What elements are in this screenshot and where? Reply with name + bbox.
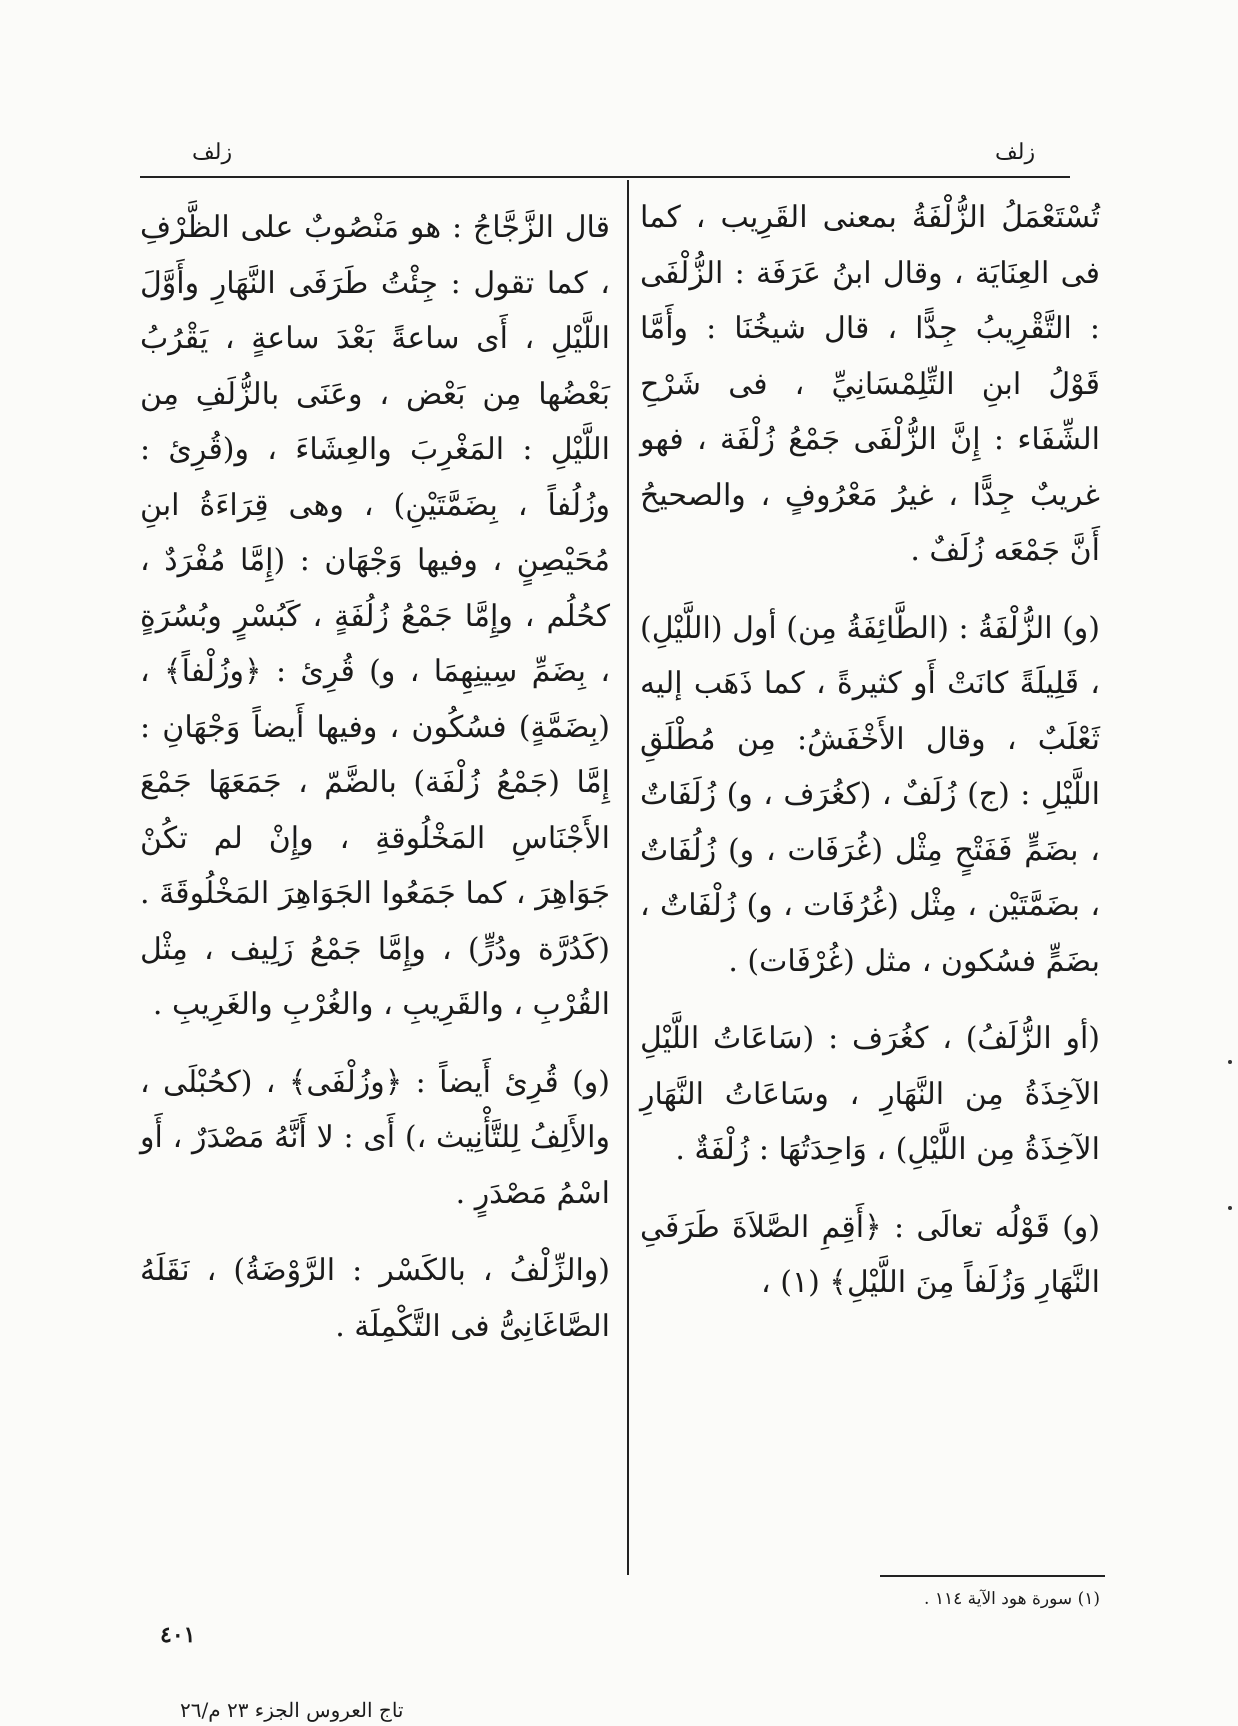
left-column <box>140 200 610 1376</box>
right-paragraph-1: تُسْتَعْمَلُ الزُّلْفَةُ بمعنى القَرِيب ، كما فى العِنَايَة ، وقال ابنُ عَرَفَة : الزُّلْفَى : التَّقْرِيبُ جِدًّا ، قال شيخُنَا : وأَمَّا قَوْلُ ابنِ التِّلِمْسَانِيِّ ، فى شَرْحِ الشِّفَاء : إِنَّ الزُّلْفَى جَمْعُ زُلْفَة ، فهو غريبٌ جِدًّا ، غيرُ مَعْرُوفٍ ، والصحيحُ أَنَّ جَمْعَه زُلَفٌ . <box>640 200 1100 568</box>
left-paragraph-2: (و) قُرِئ أَيضاً : ﴿وزُلْفَى﴾ ، (كحُبْلَى ، والأَلِفُ لِلتَّأْنِيث ،) أَى : لا أَنَّهُ مَصْدَرٌ ، أَو اسْمُ مَصْدَرٍ . <box>140 1064 610 1211</box>
left-paragraph-1: قال الزَّجَّاجُ : هو مَنْصُوبٌ على الظَّرْفِ ، كما تقول : جِئْتُ طَرَفَى النَّهَارِ وأَوَّلَ اللَّيْلِ ، أَى ساعةً بَعْدَ ساعةٍ ، يَقْرُبُ بَعْضُها مِن بَعْض ، وعَنَى بالزُّلَفِ مِن اللَّيْلِ : المَغْرِبَ والعِشَاءَ ، و(قُرِئ : وزُلُفاً ، بِضَمَّتَيْنِ) ، وهى قِرَاءَةُ ابنِ مُحَيْصِنٍ ، وفيها وَجْهَان : (إِمَّا مُفْرَدٌ ، كحُلُم ، وإِمَّا جَمْعُ زُلُفَةٍ ، كَبُسْرٍ وبُسُرَةٍ ، بِضَمِّ سِينِهِمَا ، و) قُرِئ : ﴿وزُلْفاً﴾ ، (بِضَمَّةٍ) فسُكُون ، وفيها أَيضاً وَجْهَانِ : إِمَّا (جَمْعُ زُلْفَة) بالضَّمّ ، جَمَعَهَا جَمْعَ الأَجْنَاسِ المَخْلُوقةِ ، وإِنْ لم تكُنْ جَوَاهِرَ ، كما جَمَعُوا الجَوَاهِرَ المَخْلُوقَةَ . (كَدُرَّة ودُرٍّ) ، وإِمَّا جَمْعُ زَلِيف ، مِثْل القُرْبِ ، والقَرِيبِ ، والغُرْبِ والغَرِيبِ . <box>140 210 610 1022</box>
header-rule <box>140 176 1070 178</box>
right-paragraph-2: (و) الزُّلْفَةُ : (الطَّائِفَةُ مِن) أول (اللَّيْلِ) ، قَلِيلَةً كانَتْ أَو كثيرةً ، كما ذَهَب إليه ثَعْلَبٌ ، وقال الأَخْفَشُ: مِن مُطْلَقِ اللَّيْلِ : (ج) زُلَفٌ ، (كغُرَف ، و) زُلَفَاتٌ ، بضَمٍّ فَفَتْحٍ مِثْل (غُرَفَات ، و) زُلُفَاتٌ ، بضَمَّتَيْن ، مِثْل (غُرُفَات ، و) زُلْفَاتٌ ، بضَمٍّ فسُكون ، مثل (غُرْفَات) . <box>639 610 1100 979</box>
scan-specks <box>1228 1060 1234 1210</box>
printer-signature: تاج العروس الجزء ٢٣ م/٢٦ <box>180 1698 404 1722</box>
footnote: (١) سورة هود الآية ١١٤ . <box>924 1589 1100 1609</box>
left-paragraph-3: (والزِّلْفُ ، بالكَسْر : الرَّوْضَةُ) ، نَقَلَهُ الصَّاغَانِىُّ فى التَّكْمِلَة . <box>140 1253 610 1344</box>
column-divider <box>627 180 629 1575</box>
speck <box>1228 1060 1232 1064</box>
running-head-left: زلف <box>192 140 233 165</box>
right-paragraph-3: (أو الزُّلَفُ) ، كغُرَف : (سَاعَاتُ اللَّيْلِ الآخِذَةُ مِن النَّهَارِ ، وسَاعَاتُ النَّهَارِ الآخِذَةُ مِن اللَّيْلِ) ، وَاحِدَتُهَا : زُلْفَةٌ . <box>640 1021 1100 1167</box>
right-column <box>640 190 1100 1333</box>
running-head-right: زلف <box>995 140 1036 165</box>
speck <box>1228 1206 1232 1210</box>
footnote-rule <box>880 1575 1105 1577</box>
right-paragraph-4: (و) قَوْلُه تعالَى : ﴿أَقِمِ الصَّلاَةَ طَرَفَىِ النَّهَارِ وَزُلَفاً مِنَ اللَّيْلِ﴾ (١) ، <box>640 1209 1100 1300</box>
page-number: ٤٠١ <box>160 1622 196 1648</box>
